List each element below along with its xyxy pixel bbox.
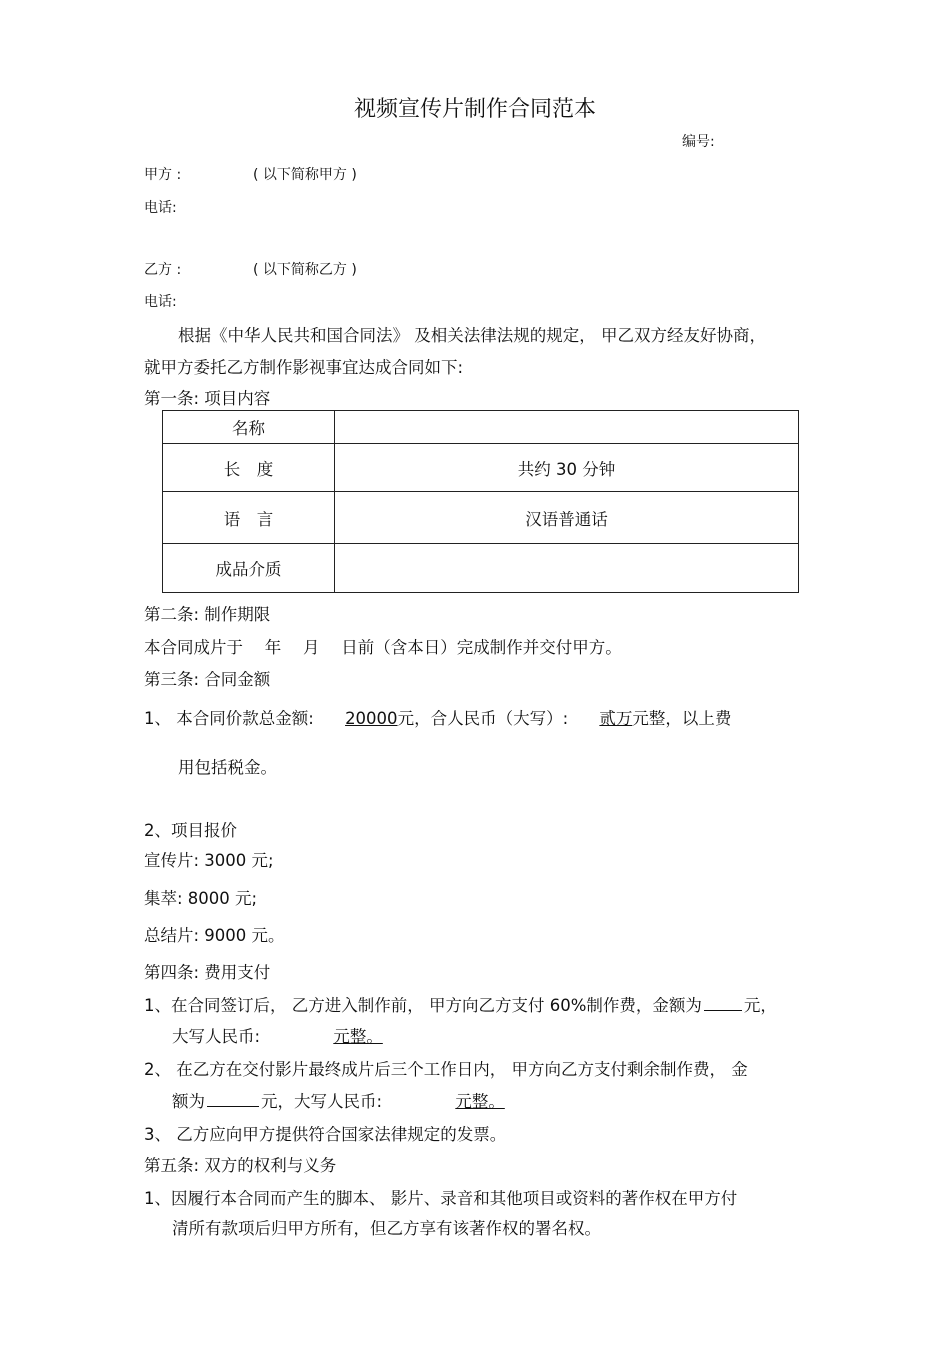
quote-highlights: 集萃: 8000 元; — [144, 889, 258, 908]
party-b-label: 乙方 : — [144, 262, 182, 278]
table-key-cell: 语 言 — [163, 492, 335, 544]
quote-summary-film: 总结片: 9000 元。 — [144, 926, 285, 945]
party-a-phone-label: 电话: — [144, 200, 177, 216]
table-row — [163, 492, 799, 544]
preamble-line-1: 根据《中华人民共和国合同法》 及相关法律法规的规定， 甲乙双方经友好协商， — [178, 326, 766, 345]
article-5-heading: 第五条: 双方的权利与义务 — [144, 1156, 337, 1175]
table-value-cell — [335, 411, 799, 444]
article-4-item-3: 3、 乙方应向甲方提供符合国家法律规定的发票。 — [144, 1125, 507, 1144]
table-row — [163, 544, 799, 593]
total-amount-value: 20000 — [345, 709, 398, 728]
article-4-item-1-text: 1、在合同签订后， 乙方进入制作前， 甲方向乙方支付 60%制作费，金额为 — [144, 996, 702, 1015]
article-4-item-1-line-1 — [144, 992, 777, 1016]
article-5-item-1-line-1: 1、因履行本合同而产生的脚本、 影片、录音和其他项目或资料的著作权在甲方付 — [144, 1189, 738, 1208]
article-4-item-1-line-2-prefix: 大写人民币: — [172, 1027, 261, 1046]
article-4-item-2-line-2-suffix: 元整。 — [455, 1092, 505, 1111]
party-b-alias: ( 以下简称乙方 ) — [253, 262, 357, 278]
article-5-item-1-line-2: 清所有款项后归甲方所有，但乙方享有该著作权的署名权。 — [172, 1219, 601, 1238]
article-4-item-1-line-2 — [172, 1023, 383, 1047]
total-amount-chinese: 贰万 — [599, 709, 633, 728]
article-3-item-1-suffix: 元整，以上费 — [632, 709, 732, 728]
article-4-item-1-line-2-suffix: 元整。 — [333, 1027, 383, 1046]
article-4-item-2-line-1: 2、 在乙方在交付影片最终成片后三个工作日内， 甲方向乙方支付剩余制作费， 金 — [144, 1060, 748, 1079]
table-value-cell — [335, 544, 799, 593]
project-content-table — [162, 410, 799, 593]
article-3-heading: 第三条: 合同金额 — [144, 670, 271, 689]
amount-blank — [207, 1105, 259, 1107]
table-row — [163, 444, 799, 492]
amount-blank — [704, 1009, 742, 1011]
article-1-heading: 第一条: 项目内容 — [144, 389, 271, 408]
article-3-item-1 — [144, 705, 731, 729]
party-a-alias: ( 以下简称甲方 ) — [253, 167, 357, 183]
article-2-body: 本合同成片于 年 月 日前（含本日）完成制作并交付甲方。 — [144, 638, 622, 657]
article-3-item-1-line-2: 用包括税金。 — [178, 758, 277, 777]
table-value-cell: 汉语普通话 — [335, 492, 799, 544]
contract-number-label: 编号: — [682, 134, 715, 150]
article-4-item-1-yuan: 元， — [743, 996, 777, 1015]
article-3-item-1-prefix: 1、 本合同价款总金额: — [144, 709, 314, 728]
article-2-heading: 第二条: 制作期限 — [144, 605, 271, 624]
article-3-item-1-mid: 元，合人民币（大写）: — [397, 709, 569, 728]
preamble-line-2: 就甲方委托乙方制作影视事宜达成合同如下: — [144, 358, 464, 377]
document-title: 视频宣传片制作合同范本 — [353, 97, 596, 122]
party-a-label: 甲方 : — [144, 167, 182, 183]
table-row — [163, 411, 799, 444]
article-4-item-2-line-2-prefix: 额为 — [172, 1092, 205, 1111]
article-4-item-2-line-2-mid: 元，大写人民币: — [261, 1092, 383, 1111]
article-4-heading: 第四条: 费用支付 — [144, 963, 271, 982]
quote-promo-film: 宣传片: 3000 元; — [144, 851, 274, 870]
table-value-cell: 共约 30 分钟 — [335, 444, 799, 492]
party-b-phone-label: 电话: — [144, 294, 177, 310]
table-key-cell: 长 度 — [163, 444, 335, 492]
article-3-item-2: 2、项目报价 — [144, 821, 237, 840]
table-key-cell: 名称 — [163, 411, 335, 444]
table-key-cell: 成品介质 — [163, 544, 335, 593]
article-4-item-2-line-2 — [172, 1088, 505, 1112]
